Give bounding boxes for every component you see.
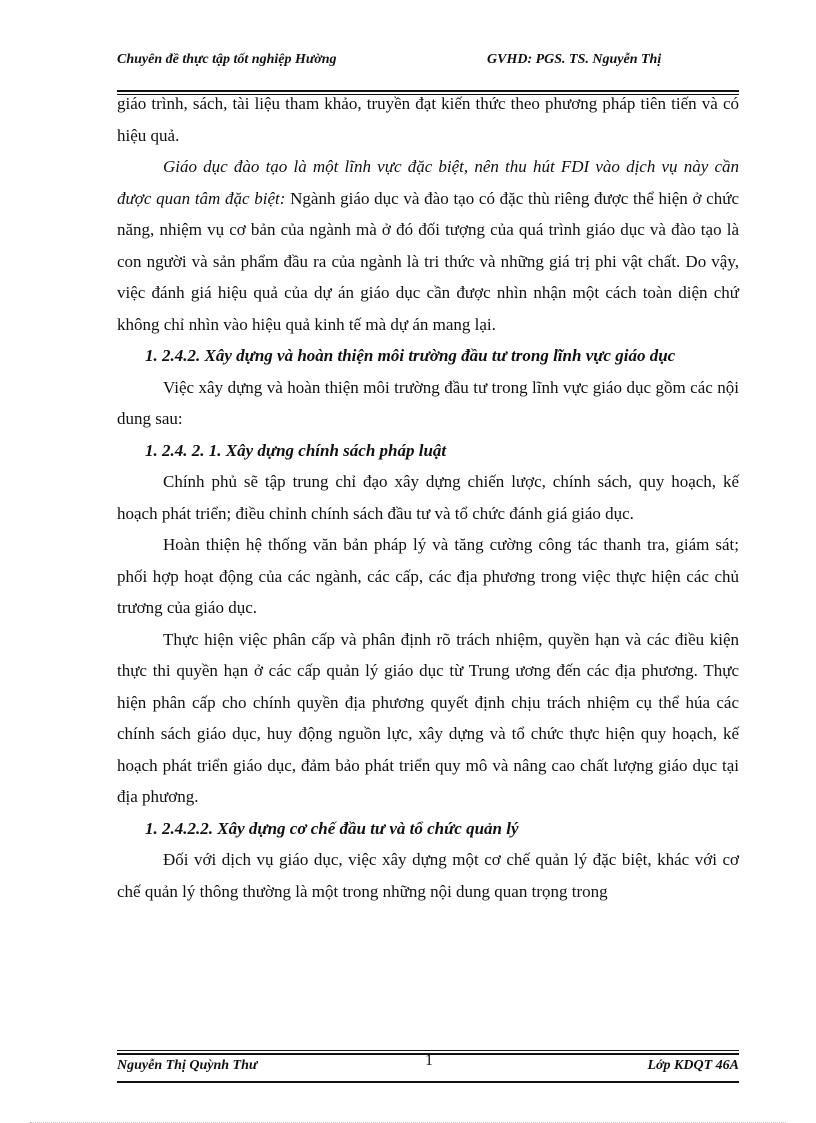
page-number: 1 [425, 1052, 433, 1069]
heading-1-2-4-2-2: 1. 2.4.2.2. Xây dựng cơ chế đầu tư và tổ chức quản lý [145, 818, 519, 838]
heading-1-2-4-2-1: 1. 2.4. 2. 1. Xây dựng chính sách pháp luật [145, 440, 447, 460]
footer-author: Nguyễn Thị Quỳnh Thư [117, 1058, 258, 1073]
header-right: GVHD: PGS. TS. Nguyễn Thị [487, 52, 662, 67]
paragraph-7: Đối với dịch vụ giáo dục, việc xây dựng một cơ chế quản lý đặc biệt, khác với cơ chế quản lý thông thường là một trong những nội dung quan trọng trong [117, 850, 739, 901]
paragraph-4: Chính phủ sẽ tập trung chỉ đạo xây dựng chiến lược, chính sách, quy hoạch, kế hoạch phát triển; điều chỉnh chính sách đầu tư và tổ chức đánh giá giáo dục. [117, 472, 739, 523]
footer-rule-bottom [117, 1081, 739, 1083]
paragraph-1: giáo trình, sách, tài liệu tham khảo, truyền đạt kiến thức theo phương pháp tiên tiến và có hiệu quả. [117, 94, 739, 145]
paragraph-5: Hoàn thiện hệ thống văn bản pháp lý và tăng cường công tác thanh tra, giám sát; phối hợp hoạt động của các ngành, các cấp, các địa phương trong việc thực hiện các chủ trương của giáo dục. [117, 535, 739, 617]
paragraph-6: Thực hiện việc phân cấp và phân định rõ trách nhiệm, quyền hạn và các điều kiện thực thi quyền hạn ở các cấp quản lý giáo dục từ Trung ương đến các địa phương. Thực hiện phân cấp cho chính quyền địa phương quyết định chịu trách nhiệm cụ thể húa các chính sách giáo dục, huy động nguồn lực, xây dựng và tổ chức thực hiện quy hoạch, kế hoạch phát triển giáo dục, đảm bảo phát triển quy mô và nâng cao chất lượng giáo dục tại địa phương. [117, 629, 739, 806]
footer-class: Lớp KDQT 46A [647, 1058, 739, 1073]
paragraph-2-italic-lead: Giáo dục đào tạo là một lĩnh vực đặc biệt, nên thu hút FDI vào dịch vụ này cần được quan tâm đặc biệt: [117, 157, 739, 208]
paragraph-2-rest: Ngành giáo dục và đào tạo có đặc thù riêng được thể hiện ở chức năng, nhiệm vụ cơ bản của ngành mà ở đó đối tượng của quá trình giáo dục và đào tạo là con người và sản phẩm đầu ra của ngành là tri thức và những giá trị phi vật chất. Do vậy, việc đánh giá hiệu quả của dự án giáo dục cần được nhìn nhận một cách toàn diện chứ không chỉ nhìn vào hiệu quả kinh tế mà dự án mang lại. [117, 188, 739, 334]
paragraph-3: Việc xây dựng và hoàn thiện môi trường đầu tư trong lĩnh vực giáo dục gồm các nội dung sau: [117, 377, 739, 428]
paragraph-2 [117, 151, 739, 340]
heading-1-2-4-2: 1. 2.4.2. Xây dựng và hoàn thiện môi trường đầu tư trong lĩnh vực giáo dục [145, 346, 676, 365]
footer-rule-thin [117, 1050, 739, 1051]
body-text [117, 88, 739, 907]
header-left: Chuyên đề thực tập tốt nghiệp Hường [117, 52, 337, 67]
